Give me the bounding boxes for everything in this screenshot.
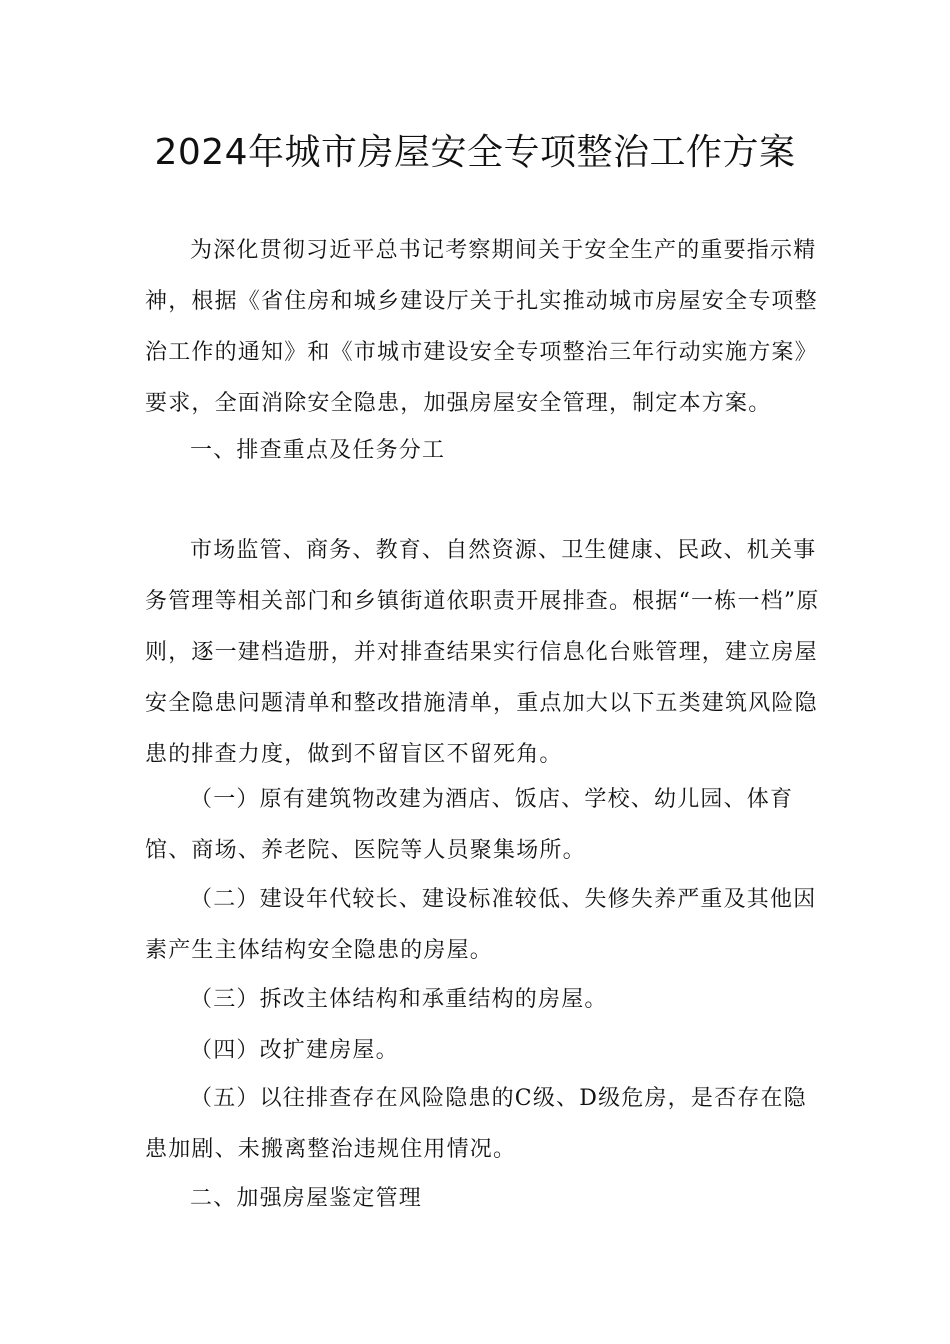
intro-paragraph: 为深化贯彻习近平总书记考察期间关于安全生产的重要指示精神，根据《省住房和城乡建设厅关于扎实推动城市房屋安全专项整治工作的通知》和《市城市建设安全专项整治三年行动实施方案》要求，全面消除安全隐患，加强房屋安全管理，制定本方案。 xyxy=(145,238,818,416)
section-heading-1: 一、排查重点及任务分工 xyxy=(190,438,446,463)
list-item-1: （一）原有建筑物改建为酒店、饭店、学校、幼儿园、体育馆、商场、养老院、医院等人员聚集场所。 xyxy=(145,787,794,863)
document-title: 2024年城市房屋安全专项整治工作方案 xyxy=(154,132,796,173)
list-item-3: （三）拆改主体结构和承重结构的房屋。 xyxy=(190,987,608,1012)
list-item-4: （四）改扩建房屋。 xyxy=(190,1038,399,1063)
list-item-2: （二）建设年代较长、建设标准较低、失修失养严重及其他因素产生主体结构安全隐患的房屋。 xyxy=(145,887,817,963)
list-item-5: （五）以往排查存在风险隐患的C级、D级危房，是否存在隐患加剧、未搬离整治违规住用情况。 xyxy=(145,1086,807,1162)
section-heading-2: 二、加强房屋鉴定管理 xyxy=(190,1186,423,1211)
body-paragraph: 市场监管、商务、教育、自然资源、卫生健康、民政、机关事务管理等相关部门和乡镇街道依职责开展排查。根据“一栋一档”原则，逐一建档造册，并对排查结果实行信息化台账管理，建立房屋安全隐患问题清单和整改措施清单，重点加大以下五类建筑风险隐患的排查力度，做到不留盲区不留死角。 xyxy=(145,538,820,767)
